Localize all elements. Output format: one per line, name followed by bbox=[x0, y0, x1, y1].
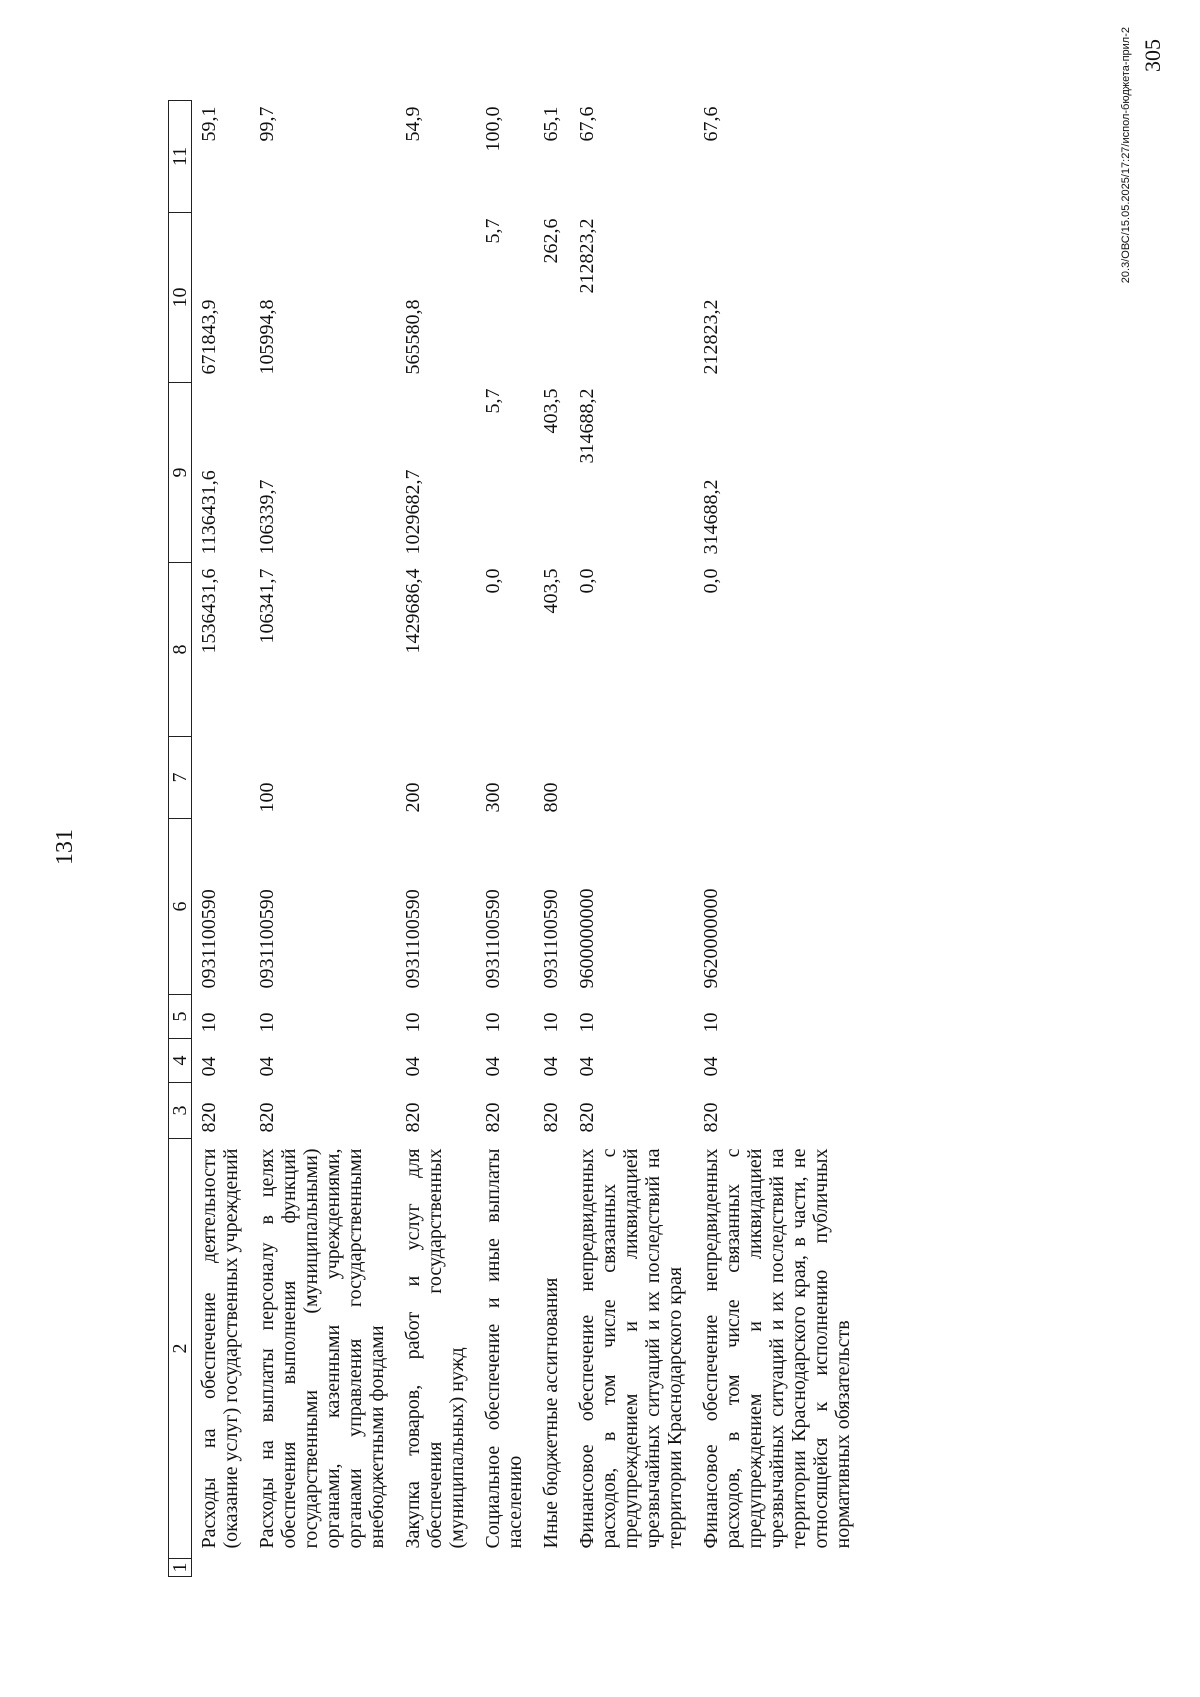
code-admin: 820 bbox=[256, 1102, 278, 1133]
table-row bbox=[396, 101, 476, 1577]
value-percent: 99,7 bbox=[256, 106, 278, 142]
table-row bbox=[250, 101, 396, 1577]
code-expense-type: 300 bbox=[482, 782, 504, 813]
col-header-1: 1 bbox=[169, 1559, 192, 1577]
col-header-7: 7 bbox=[169, 737, 192, 819]
code-admin: 820 bbox=[482, 1102, 504, 1133]
code-admin: 820 bbox=[198, 1102, 220, 1133]
row-description: Закупка товаров, работ и услуг для обеспечения государственных (муниципальных) нужд bbox=[402, 1148, 468, 1549]
value-approved: 0,0 bbox=[482, 568, 504, 594]
code-section: 04 bbox=[198, 1056, 220, 1077]
value-approved: 1536431,6 bbox=[198, 568, 220, 654]
code-admin: 820 bbox=[402, 1102, 424, 1133]
code-subsection: 10 bbox=[700, 1012, 722, 1033]
table-row bbox=[694, 101, 862, 1577]
value-percent: 54,9 bbox=[402, 106, 424, 142]
code-section: 04 bbox=[256, 1056, 278, 1077]
col-header-3: 3 bbox=[169, 1083, 192, 1139]
value-approved: 403,5 bbox=[540, 568, 562, 614]
value-approved: 1429686,4 bbox=[402, 568, 424, 654]
value-budget-list: 5,7 bbox=[482, 388, 504, 414]
document-footer-id: 20.3/ОВС/15.05.2025/17:27/испол-бюджета-прил-2 bbox=[1120, 27, 1132, 284]
budget-table bbox=[168, 100, 862, 1577]
code-section: 04 bbox=[700, 1056, 722, 1077]
value-budget-list: 314688,2 bbox=[576, 388, 598, 464]
code-admin: 820 bbox=[700, 1102, 722, 1133]
value-approved: 0,0 bbox=[700, 568, 722, 594]
row-description: Социальное обеспечение и иные выплаты населению bbox=[482, 1148, 526, 1549]
code-expense-type: 200 bbox=[402, 782, 424, 813]
value-approved: 106341,7 bbox=[256, 568, 278, 644]
code-target-article: 0931100590 bbox=[256, 889, 278, 989]
code-expense-type: 100 bbox=[256, 782, 278, 813]
value-executed: 5,7 bbox=[482, 218, 504, 244]
col-header-2: 2 bbox=[169, 1139, 192, 1559]
value-percent: 65,1 bbox=[540, 106, 562, 142]
value-percent: 67,6 bbox=[576, 106, 598, 142]
row-description: Расходы на обеспечение деятельности (оказание услуг) государственных учреждений bbox=[198, 1148, 242, 1549]
col-header-11: 11 bbox=[169, 101, 192, 213]
col-header-9: 9 bbox=[169, 383, 192, 563]
value-approved: 0,0 bbox=[576, 568, 598, 594]
value-executed: 565580,8 bbox=[402, 299, 424, 375]
code-expense-type bbox=[192, 737, 251, 819]
header-row bbox=[169, 101, 192, 1577]
code-target-article: 9620000000 bbox=[700, 888, 722, 989]
code-expense-type bbox=[694, 737, 862, 819]
sheet-number: 305 bbox=[1140, 39, 1165, 72]
col-header-5: 5 bbox=[169, 995, 192, 1039]
value-executed: 105994,8 bbox=[256, 299, 278, 375]
value-executed: 212823,2 bbox=[700, 299, 722, 375]
value-executed: 212823,2 bbox=[576, 218, 598, 294]
code-section: 04 bbox=[540, 1056, 562, 1077]
code-target-article: 0931100590 bbox=[540, 889, 562, 989]
code-subsection: 10 bbox=[576, 1012, 598, 1033]
table-row bbox=[476, 101, 534, 1577]
code-subsection: 10 bbox=[198, 1012, 220, 1033]
value-budget-list: 1136431,6 bbox=[198, 470, 220, 555]
value-budget-list: 314688,2 bbox=[700, 479, 722, 555]
page-number: 131 bbox=[52, 829, 78, 865]
code-target-article: 9600000000 bbox=[576, 888, 598, 989]
table-row bbox=[192, 101, 251, 1577]
code-subsection: 10 bbox=[256, 1012, 278, 1033]
code-expense-type bbox=[570, 737, 694, 819]
code-target-article: 0931100590 bbox=[198, 889, 220, 989]
col-header-6: 6 bbox=[169, 819, 192, 995]
code-admin: 820 bbox=[576, 1102, 598, 1133]
table-row bbox=[570, 101, 694, 1577]
value-budget-list: 1029682,7 bbox=[402, 469, 424, 555]
value-budget-list: 403,5 bbox=[540, 388, 562, 434]
row-description: Финансовое обеспечение непредвиденных расходов, в том числе связанных с предупреждением и ликвидацией чрезвычайных ситуаций и их последствий на территории Краснодарского края bbox=[576, 1148, 686, 1549]
code-section: 04 bbox=[576, 1056, 598, 1077]
value-budget-list: 106339,7 bbox=[256, 479, 278, 555]
code-subsection: 10 bbox=[540, 1012, 562, 1033]
table-row bbox=[534, 101, 570, 1577]
code-section: 04 bbox=[402, 1056, 424, 1077]
code-admin: 820 bbox=[540, 1102, 562, 1133]
value-executed: 262,6 bbox=[540, 218, 562, 264]
code-target-article: 0931100590 bbox=[402, 889, 424, 989]
code-subsection: 10 bbox=[402, 1012, 424, 1033]
col-header-10: 10 bbox=[169, 213, 192, 383]
value-executed: 671843,9 bbox=[198, 299, 220, 375]
code-target-article: 0931100590 bbox=[482, 889, 504, 989]
row-description: Иные бюджетные ассигнования bbox=[540, 1277, 562, 1549]
code-subsection: 10 bbox=[482, 1012, 504, 1033]
col-header-4: 4 bbox=[169, 1039, 192, 1083]
code-expense-type: 800 bbox=[540, 782, 562, 813]
value-percent: 59,1 bbox=[198, 106, 220, 142]
col-header-8: 8 bbox=[169, 563, 192, 737]
row-description: Расходы на выплаты персоналу в целях обеспечения выполнения функций государственными (муниципальными) органами, казенными учреждениями, органами управления государственными внебюджетными фондами bbox=[256, 1148, 388, 1549]
value-percent: 67,6 bbox=[700, 106, 722, 142]
code-section: 04 bbox=[482, 1056, 504, 1077]
row-description: Финансовое обеспечение непредвиденных расходов, в том числе связанных с предупреждением и ликвидацией чрезвычайных ситуаций и их последствий на территории Краснодарского края, в части, не относящейся к исполнению публичных нормативных обязательств bbox=[700, 1148, 854, 1549]
value-percent: 100,0 bbox=[482, 106, 504, 152]
